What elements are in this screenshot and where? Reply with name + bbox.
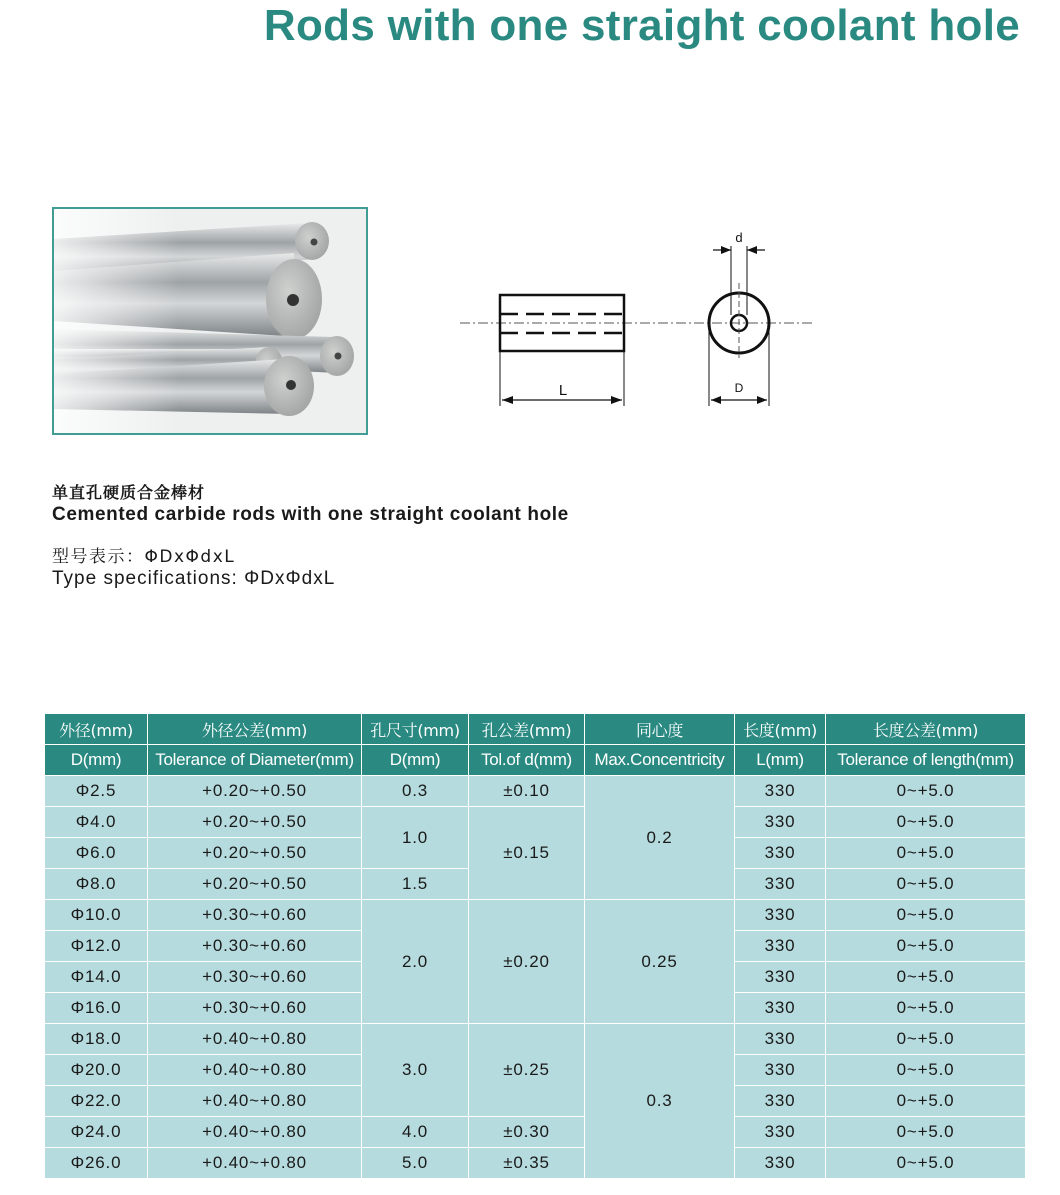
diameter-cell: Φ16.0 — [45, 993, 148, 1024]
header-cell: D(mm) — [45, 745, 148, 776]
length-cell: 330 — [735, 776, 826, 807]
hole-tol-cell: ±0.25 — [469, 1024, 585, 1117]
len-tol-cell: 0~+5.0 — [826, 1055, 1026, 1086]
header-cell: 长度(mm) — [735, 714, 826, 745]
table-row — [45, 1024, 1026, 1055]
len-tol-cell: 0~+5.0 — [826, 869, 1026, 900]
length-cell: 330 — [735, 869, 826, 900]
header-cell: 长度公差(mm) — [826, 714, 1026, 745]
diameter-cell: Φ18.0 — [45, 1024, 148, 1055]
diameter-cell: Φ4.0 — [45, 807, 148, 838]
header-cell: 孔尺寸(mm) — [362, 714, 469, 745]
dia-tol-cell: +0.30~+0.60 — [148, 900, 362, 931]
hole-label: d — [735, 230, 743, 245]
len-tol-cell: 0~+5.0 — [826, 776, 1026, 807]
len-tol-cell: 0~+5.0 — [826, 931, 1026, 962]
length-cell: 330 — [735, 1117, 826, 1148]
len-tol-cell: 0~+5.0 — [826, 1024, 1026, 1055]
technical-drawing — [455, 228, 825, 418]
dia-tol-cell: +0.40~+0.80 — [148, 1086, 362, 1117]
len-tol-cell: 0~+5.0 — [826, 900, 1026, 931]
dia-tol-cell: +0.30~+0.60 — [148, 931, 362, 962]
len-tol-cell: 0~+5.0 — [826, 962, 1026, 993]
hole-cell: 1.5 — [362, 869, 469, 900]
diameter-cell: Φ14.0 — [45, 962, 148, 993]
header-cell: 外径(mm) — [45, 714, 148, 745]
len-tol-cell: 0~+5.0 — [826, 993, 1026, 1024]
table-row — [45, 807, 1026, 838]
product-name-cn: 单直孔硬质合金棒材 — [52, 483, 206, 502]
length-cell: 330 — [735, 931, 826, 962]
dia-tol-cell: +0.20~+0.50 — [148, 807, 362, 838]
length-cell: 330 — [735, 1086, 826, 1117]
length-cell: 330 — [735, 1024, 826, 1055]
hole-cell: 1.0 — [362, 807, 469, 869]
diameter-cell: Φ22.0 — [45, 1086, 148, 1117]
length-label: L — [558, 382, 568, 399]
hole-tol-cell: ±0.10 — [469, 776, 585, 807]
header-cell: D(mm) — [362, 745, 469, 776]
dia-tol-cell: +0.40~+0.80 — [148, 1117, 362, 1148]
table-row — [45, 1117, 1026, 1148]
diameter-cell: Φ20.0 — [45, 1055, 148, 1086]
hole-cell: 2.0 — [362, 900, 469, 1024]
diameter-cell: Φ8.0 — [45, 869, 148, 900]
dia-tol-cell: +0.40~+0.80 — [148, 1148, 362, 1179]
length-cell: 330 — [735, 1148, 826, 1179]
len-tol-cell: 0~+5.0 — [826, 1086, 1026, 1117]
dia-tol-cell: +0.40~+0.80 — [148, 1055, 362, 1086]
hole-tol-cell: ±0.35 — [469, 1148, 585, 1179]
dia-tol-cell: +0.30~+0.60 — [148, 962, 362, 993]
header-cell: 孔公差(mm) — [469, 714, 585, 745]
table-row — [45, 900, 1026, 931]
diameter-cell: Φ12.0 — [45, 931, 148, 962]
diameter-cell: Φ6.0 — [45, 838, 148, 869]
type-spec-en: Type specifications: ΦDxΦdxL — [52, 568, 336, 589]
hole-tol-cell: ±0.15 — [469, 807, 585, 900]
product-name-en: Cemented carbide rods with one straight coolant hole — [52, 504, 569, 525]
table-row — [45, 1148, 1026, 1179]
dia-tol-cell: +0.20~+0.50 — [148, 838, 362, 869]
hole-cell: 5.0 — [362, 1148, 469, 1179]
dia-tol-cell: +0.40~+0.80 — [148, 1024, 362, 1055]
len-tol-cell: 0~+5.0 — [826, 1117, 1026, 1148]
length-cell: 330 — [735, 807, 826, 838]
type-spec-cn: 型号表示：ΦDxΦdxL — [52, 547, 236, 567]
header-cell: Tol.of d(mm) — [469, 745, 585, 776]
header-cell: Max.Concentricity — [585, 745, 735, 776]
header-cell: 外径公差(mm) — [148, 714, 362, 745]
header-cell: Tolerance of length(mm) — [826, 745, 1026, 776]
product-photo — [52, 207, 368, 435]
diameter-cell: Φ10.0 — [45, 900, 148, 931]
carbide-rods-image — [54, 209, 366, 433]
outer-label: D — [734, 381, 744, 395]
header-cell: L(mm) — [735, 745, 826, 776]
concentricity-cell: 0.25 — [585, 900, 735, 1024]
concentricity-cell: 0.2 — [585, 776, 735, 900]
header-row-cn — [45, 714, 1026, 745]
len-tol-cell: 0~+5.0 — [826, 1148, 1026, 1179]
hole-cell: 0.3 — [362, 776, 469, 807]
concentricity-cell: 0.3 — [585, 1024, 735, 1179]
diameter-cell: Φ26.0 — [45, 1148, 148, 1179]
length-cell: 330 — [735, 962, 826, 993]
table-row — [45, 776, 1026, 807]
page-title: Rods with one straight coolant hole — [263, 1, 1020, 50]
header-cell: Tolerance of Diameter(mm) — [148, 745, 362, 776]
hole-tol-cell: ±0.20 — [469, 900, 585, 1024]
length-cell: 330 — [735, 1055, 826, 1086]
dia-tol-cell: +0.20~+0.50 — [148, 776, 362, 807]
diameter-cell: Φ24.0 — [45, 1117, 148, 1148]
hole-cell: 3.0 — [362, 1024, 469, 1117]
product-captions — [52, 482, 569, 590]
spec-table — [44, 713, 1026, 1179]
diameter-cell: Φ2.5 — [45, 776, 148, 807]
dia-tol-cell: +0.20~+0.50 — [148, 869, 362, 900]
hole-cell: 4.0 — [362, 1117, 469, 1148]
length-cell: 330 — [735, 838, 826, 869]
header-row-en — [45, 745, 1026, 776]
hole-tol-cell: ±0.30 — [469, 1117, 585, 1148]
dia-tol-cell: +0.30~+0.60 — [148, 993, 362, 1024]
length-cell: 330 — [735, 993, 826, 1024]
len-tol-cell: 0~+5.0 — [826, 807, 1026, 838]
length-cell: 330 — [735, 900, 826, 931]
len-tol-cell: 0~+5.0 — [826, 838, 1026, 869]
header-cell: 同心度 — [585, 714, 735, 745]
